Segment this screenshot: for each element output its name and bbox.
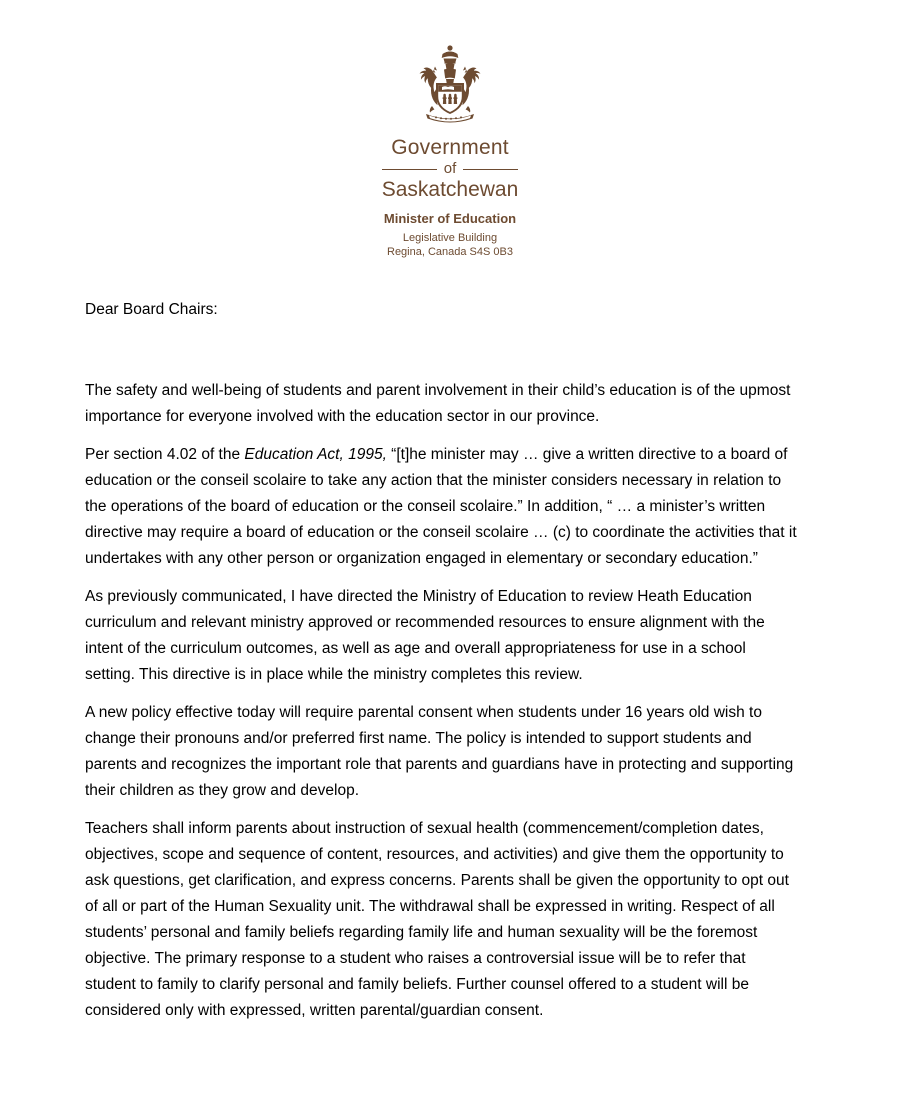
legislation-lead: Per section 4.02 of the (85, 446, 245, 463)
letterhead-of: of (443, 160, 457, 177)
coat-of-arms-icon (402, 44, 498, 132)
letter-body (85, 298, 797, 1036)
paragraph-sexual-health-instruction: Teachers shall inform parents about instruction of sexual health (commencement/completion dates, objectives, scope and sequence of content, resources, and activities) and give them the opportunity to ask questions, get clarification, and express concerns. Parents shall be given the opportunity to opt out of all or part of the Human Sexuality unit. The withdrawal shall be expressed in writing. Respect of all students’ personal and family beliefs regarding family life and human sexuality will be the foremost objective. The primary response to a student who raises a controversial issue will be to refer that student to family to clarify personal and family beliefs. Further counsel offered to a student will be considered only with expressed, written parental/guardian consent. (85, 820, 789, 1019)
legislation-rest: “[t]he minister may … give a written directive to a board of education or the conseil scolaire to take any action that the minister considers necessary in relation to the operations of the board of education or the conseil scolaire.” In addition, “ … a minister’s written directive may require a board of education or the conseil scolaire … (c) to coordinate the activities that it undertakes with any other person or organization engaged in elementary or secondary education.” (85, 446, 797, 567)
paragraph-curriculum-review: As previously communicated, I have directed the Ministry of Education to review Heath Education curriculum and relevant ministry approved or recommended resources to ensure alignment with the intent of the curriculum outcomes, as well as age and overall appropriateness for use in a school setting. This directive is in place while the ministry completes this review. (85, 588, 765, 683)
letterhead (0, 0, 900, 259)
letterhead-rule-right (463, 169, 518, 170)
paragraph-legislation (85, 442, 797, 572)
salutation: Dear Board Chairs: (85, 301, 218, 318)
letterhead-province: Saskatchewan (381, 178, 519, 201)
paragraph-safety: The safety and well-being of students and parent involvement in their child’s education is of the upmost importance for everyone involved with the education sector in our province. (85, 382, 791, 425)
letterhead-office: Minister of Education (383, 211, 517, 226)
letterhead-of-row (382, 161, 518, 177)
paragraph-parental-consent-policy: A new policy effective today will require parental consent when students under 16 years old wish to change their pronouns and/or preferred first name. The policy is intended to support students and parents and recognizes the important role that parents and guardians have in protecting and supporting their children as they grow and develop. (85, 704, 794, 799)
legislation-act-title: Education Act, 1995, (244, 446, 387, 463)
letterhead-address-line-1: Legislative Building (402, 232, 498, 244)
letterhead-rule-left (382, 169, 437, 170)
letterhead-address-line-2: Regina, Canada S4S 0B3 (387, 246, 513, 258)
letterhead-government: Government (391, 136, 509, 159)
